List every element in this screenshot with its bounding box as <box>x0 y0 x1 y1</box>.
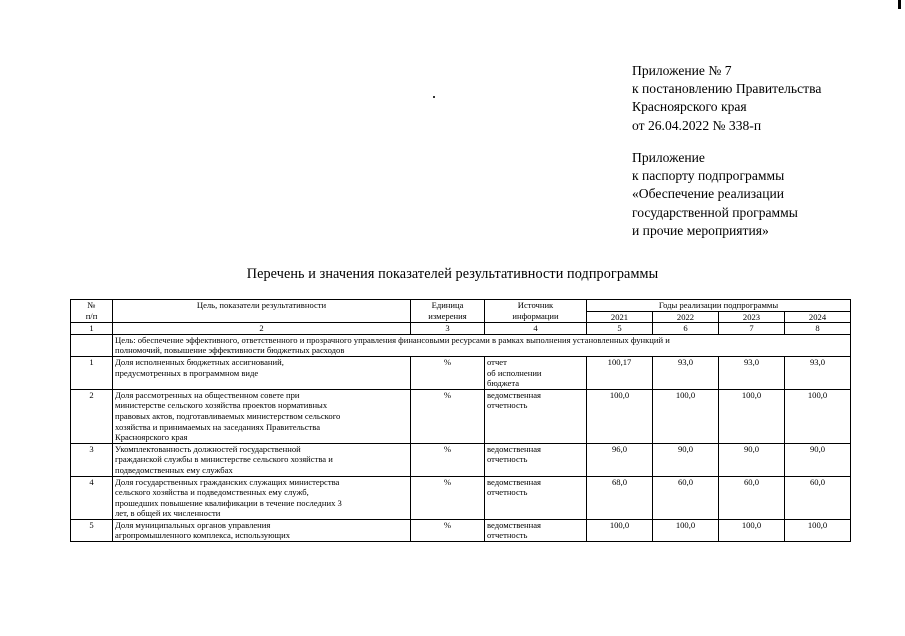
header-row <box>71 300 851 312</box>
header-num-line: № <box>87 300 96 310</box>
appendix-sub-line: Приложение <box>632 150 705 165</box>
row-value-2022: 90,0 <box>653 443 719 476</box>
indicator-line: лет, в общей их численности <box>115 508 221 519</box>
row-value-2024: 100,0 <box>785 389 851 443</box>
source-line: бюджета <box>487 378 520 389</box>
indicator-line: гражданской службы в министерстве сельского хозяйства и <box>115 454 333 465</box>
row-value-2021: 100,17 <box>587 356 653 389</box>
document-title: Перечень и значения показателей результативности подпрограммы <box>246 266 659 282</box>
source-line: отчет <box>487 356 507 367</box>
indicator-line: правовых актов, подготавливаемых министерством сельского <box>115 410 341 421</box>
goal-row-empty-cell <box>71 334 113 356</box>
source-line: отчетность <box>487 454 528 465</box>
column-number: 1 <box>71 323 113 335</box>
row-value-2024: 93,0 <box>785 356 851 389</box>
goal-row-text <box>113 334 851 356</box>
source-line: ведомственная <box>487 519 542 530</box>
column-number: 5 <box>587 323 653 335</box>
source-line: об исполнении <box>487 367 542 378</box>
appendix-block-sub <box>632 149 798 240</box>
header-goal: Цель, показатели результативности <box>113 300 411 323</box>
row-indicator <box>113 356 411 389</box>
row-value-2023: 93,0 <box>719 356 785 389</box>
goal-row-line: полномочий, повышение эффективности бюджетных расходов <box>115 345 345 356</box>
table-row <box>71 476 851 519</box>
row-indicator <box>113 476 411 519</box>
header-unit <box>411 300 485 323</box>
row-num: 3 <box>71 443 113 476</box>
table-row <box>71 356 851 389</box>
column-number: 8 <box>785 323 851 335</box>
header-years-group: Годы реализации подпрограммы <box>587 300 851 312</box>
indicator-line: хозяйства и принимаемых на заседаниях Правительства <box>115 421 321 432</box>
appendix-sub-line: государственной программы <box>632 204 798 220</box>
row-value-2024: 100,0 <box>785 519 851 541</box>
column-number: 4 <box>485 323 587 335</box>
appendix-sub-line: «Обеспечение реализации <box>632 186 785 202</box>
row-value-2024: 90,0 <box>785 443 851 476</box>
goal-row-line: Цель: обеспечение эффективного, ответственного и прозрачного управления финансовыми ресурсами в рамках выполнения установленных функций и <box>115 334 670 345</box>
row-value-2023: 60,0 <box>719 476 785 519</box>
column-number: 3 <box>411 323 485 335</box>
indicator-line: Доля государственных гражданских служащих министерства <box>115 476 340 487</box>
row-indicator <box>113 519 411 541</box>
row-value-2021: 96,0 <box>587 443 653 476</box>
row-value-2021: 100,0 <box>587 389 653 443</box>
row-source <box>485 519 587 541</box>
appendix-main-line: Приложение № 7 <box>632 63 732 78</box>
row-source <box>485 356 587 389</box>
source-line: ведомственная <box>487 389 542 400</box>
header-source-line: информации <box>512 310 559 321</box>
indicator-line: агропромышленного комплекса, использующих <box>115 530 290 541</box>
row-unit: % <box>411 476 485 519</box>
row-value-2021: 100,0 <box>587 519 653 541</box>
row-unit: % <box>411 443 485 476</box>
appendix-main-line: Красноярского края <box>632 99 747 115</box>
table-row <box>71 443 851 476</box>
column-number: 6 <box>653 323 719 335</box>
row-value-2023: 90,0 <box>719 443 785 476</box>
source-line: ведомственная <box>487 443 542 454</box>
header-unit-line: измерения <box>428 310 467 321</box>
scan-dot-mark <box>433 96 435 98</box>
row-value-2022: 60,0 <box>653 476 719 519</box>
row-unit: % <box>411 519 485 541</box>
source-line: отчетность <box>487 400 528 411</box>
source-line: отчетность <box>487 530 528 541</box>
row-value-2023: 100,0 <box>719 519 785 541</box>
header-year: 2024 <box>785 311 851 323</box>
indicator-line: Доля исполненных бюджетных ассигнований, <box>115 356 284 367</box>
row-source <box>485 476 587 519</box>
row-num: 2 <box>71 389 113 443</box>
indicators-table <box>70 299 851 542</box>
row-num: 5 <box>71 519 113 541</box>
row-unit: % <box>411 356 485 389</box>
appendix-main-line: от 26.04.2022 № 338-п <box>632 117 762 133</box>
header-num <box>71 300 113 323</box>
source-line: ведомственная <box>487 476 542 487</box>
indicator-line: предусмотренных в программном виде <box>115 367 259 378</box>
row-value-2024: 60,0 <box>785 476 851 519</box>
indicator-line: министерстве сельского хозяйства проектов нормативных <box>115 400 328 411</box>
table-row <box>71 519 851 541</box>
row-value-2022: 93,0 <box>653 356 719 389</box>
header-year: 2023 <box>719 311 785 323</box>
column-number: 7 <box>719 323 785 335</box>
header-unit-line: Единица <box>431 300 464 310</box>
header-source-line: Источник <box>517 300 554 310</box>
indicator-line: Доля рассмотренных на общественном совете при <box>115 389 300 400</box>
indicator-line: сельского хозяйства и подведомственных ему служб, <box>115 487 309 498</box>
indicator-line: Доля муниципальных органов управления <box>115 519 271 530</box>
source-line: отчетность <box>487 487 528 498</box>
row-value-2022: 100,0 <box>653 389 719 443</box>
header-year: 2021 <box>587 311 653 323</box>
header-num-line: п/п <box>85 310 98 321</box>
header-year: 2022 <box>653 311 719 323</box>
table-row <box>71 389 851 443</box>
appendix-block-main <box>632 62 821 135</box>
header-source <box>485 300 587 323</box>
row-num: 1 <box>71 356 113 389</box>
column-number: 2 <box>113 323 411 335</box>
row-unit: % <box>411 389 485 443</box>
row-source <box>485 443 587 476</box>
row-value-2022: 100,0 <box>653 519 719 541</box>
column-numbers-row <box>71 323 851 335</box>
row-indicator <box>113 389 411 443</box>
goal-row <box>71 334 851 356</box>
appendix-sub-line: и прочие мероприятия» <box>632 222 769 238</box>
row-indicator <box>113 443 411 476</box>
row-value-2021: 68,0 <box>587 476 653 519</box>
indicator-line: Красноярского края <box>115 432 188 443</box>
row-source <box>485 389 587 443</box>
row-num: 4 <box>71 476 113 519</box>
appendix-sub-line: к паспорту подпрограммы <box>632 168 785 184</box>
indicator-line: прошедших повышение квалификации в течение последних 3 <box>115 497 342 508</box>
appendix-main-line: к постановлению Правительства <box>632 81 822 97</box>
indicator-line: Укомплектованность должностей государственной <box>115 443 301 454</box>
scan-corner-mark <box>898 0 901 9</box>
indicator-line: подведомственных ему службах <box>115 464 233 475</box>
row-value-2023: 100,0 <box>719 389 785 443</box>
